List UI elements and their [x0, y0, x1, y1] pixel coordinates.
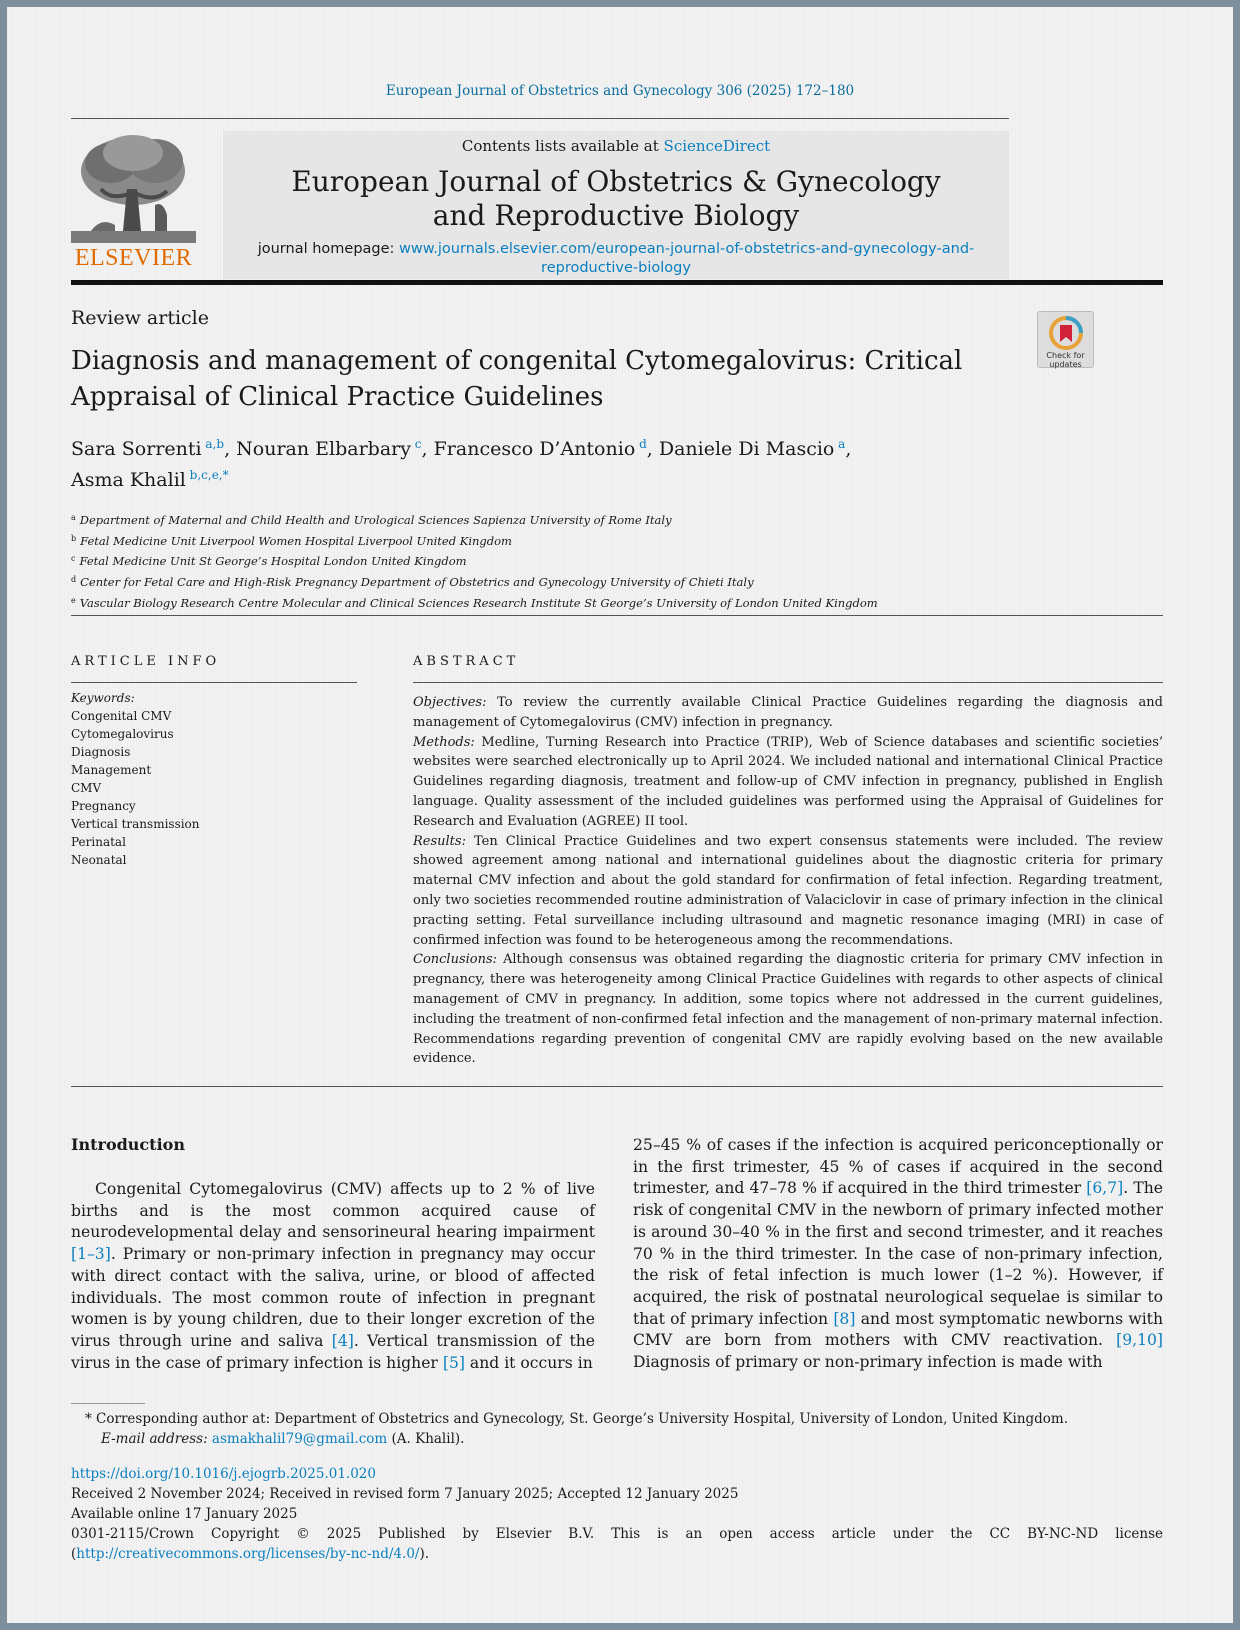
body-text: and it occurs in — [464, 1353, 593, 1372]
abstract-section — [413, 950, 1163, 1069]
license-text: 0301-2115/Crown Copyright © 2025 Published by Elsevier B.V. This is an open access article under the CC BY-NC-ND license ( — [71, 1526, 1163, 1562]
footnote-marker: * — [85, 1411, 92, 1427]
keyword-item: Cytomegalovirus — [71, 727, 174, 741]
abstract-section-text: To review the currently available Clinical Practice Guidelines regarding the diagnosis and management of Cytomegalovirus (CMV) infection in pregnancy. — [413, 695, 1163, 730]
author-name: Sara Sorrenti — [71, 438, 202, 460]
crossmark-line2: updates — [1049, 360, 1082, 369]
keyword-item: CMV — [71, 781, 102, 795]
body-text: 25–45 % of cases if the infection is acquired periconceptionally or in the first trimester, 45 % of cases if acquired in the second trimester, and 47–78 % if acquired in the third trimester — [633, 1136, 1163, 1198]
crossmark-label — [1038, 351, 1093, 369]
introduction-heading: Introduction — [71, 1135, 185, 1154]
affiliation-text: Center for Fetal Care and High-Risk Pregnancy Department of Obstetrics and Gynecology University of Chieti Italy — [80, 575, 754, 590]
author-affiliation-marker[interactable]: a — [838, 437, 846, 451]
keyword-item: Vertical transmission — [71, 817, 200, 831]
affiliation-item — [71, 509, 1163, 530]
abstract-section-text: Ten Clinical Practice Guidelines and two expert consensus statements were included. The review showed agreement among national and international guidelines about the diagnostic criteria for primary maternal CMV infection and about the gold standard for confirmation of fetal infection. Regarding treatment, only two societies recommended routine administration of Valaciclovir in case of primary infection in the clinical practing setting. Fetal surveillance including ultrasound and magnetic resonance imaging (MRI) in case of confirmed infection was found to be heterogeneous among the recommendations. — [413, 833, 1163, 948]
affiliation-key: a — [71, 513, 76, 522]
license-close: ). — [419, 1546, 430, 1562]
body-text: Congenital Cytomegalovirus (CMV) affects up to 2 % of live births and is the most common acquired cause of neurodevelopmental delay and sensorineural hearing impairment — [71, 1180, 595, 1242]
abstract-section — [413, 733, 1163, 832]
article-title: Diagnosis and management of congenital Cytomegalovirus: Critical Appraisal of Clinical Practice Guidelines — [71, 346, 963, 412]
author-separator: , — [421, 438, 434, 460]
email-link[interactable]: asmakhalil79@gmail.com — [211, 1431, 388, 1447]
elsevier-logo — [71, 131, 196, 276]
abstract-rule — [413, 682, 1163, 683]
contents-line — [223, 137, 1009, 155]
abstract-body — [413, 693, 1163, 1069]
body-text: . Vertical transmission of the virus in the case of primary infection is higher — [71, 1331, 595, 1372]
abstract-section-text: Although consensus was obtained regarding the diagnostic criteria for primary CMV infection in pregnancy, there was heterogeneity among Clinical Practice Guidelines with regards to other aspects of clinical management of CMV in pregnancy. In addition, some topics where not addressed in the current guidelines, including the treatment of non-confirmed fetal infection and the management of non-primary maternal infection. Recommendations regarding prevention of congenital CMV are rapidly evolving based on the new available evidence. — [413, 952, 1163, 1067]
homepage-prefix: journal homepage: — [257, 241, 400, 257]
section-rule — [71, 1086, 1163, 1087]
affiliation-item — [71, 530, 1163, 551]
body-text: and most symptomatic newborns with CMV are born from mothers with CMV reactivation. — [633, 1309, 1163, 1350]
elsevier-wordmark: ELSEVIER — [74, 245, 193, 271]
author-name: Asma Khalil — [71, 469, 186, 491]
keyword-item: Congenital CMV — [71, 709, 172, 723]
intro-paragraph-right — [633, 1135, 1163, 1374]
corresponding-author-footnote — [85, 1409, 1165, 1449]
body-text: Diagnosis of primary or non-primary infection is made with — [633, 1353, 1103, 1372]
article-info-rule — [71, 682, 357, 683]
footnote-rule — [71, 1403, 145, 1404]
running-head: European Journal of Obstetrics and Gynecology 306 (2025) 172–180 — [385, 83, 855, 99]
intro-paragraph-left — [71, 1179, 595, 1374]
license-link[interactable]: http://creativecommons.org/licenses/by-nc-nd/4.0/ — [76, 1546, 420, 1562]
publication-info — [71, 1464, 1163, 1564]
author-name: Nouran Elbarbary — [236, 438, 411, 460]
check-for-updates-button[interactable] — [1037, 311, 1094, 368]
affiliation-item — [71, 550, 1163, 571]
author-separator: , — [845, 438, 852, 460]
keyword-item: Diagnosis — [71, 745, 131, 759]
footnote-text: Corresponding author at: Department of Obstetrics and Gynecology, St. George’s University Hospital, University of London, United Kingdom. — [96, 1411, 1069, 1427]
citation-link[interactable]: [1–3] — [71, 1245, 111, 1264]
article-info-heading: ARTICLE INFO — [71, 654, 221, 669]
affiliation-text: Fetal Medicine Unit Liverpool Women Hospital Liverpool United Kingdom — [80, 533, 512, 548]
author-affiliation-marker[interactable]: a,b — [205, 437, 225, 451]
journal-homepage — [223, 240, 1009, 278]
affiliation-text: Department of Maternal and Child Health and Urological Sciences Sapienza University of Rome Italy — [79, 513, 672, 527]
citation-link[interactable]: [5] — [442, 1353, 465, 1372]
citation-link[interactable]: [4] — [331, 1331, 354, 1350]
citation-link[interactable]: [8] — [833, 1309, 856, 1328]
citation-link[interactable]: [6,7] — [1086, 1179, 1124, 1198]
affiliation-item — [71, 592, 1163, 613]
journal-name: European Journal of Obstetrics & Gynecology and Reproductive Biology — [291, 165, 941, 232]
article-page — [7, 7, 1233, 1623]
email-suffix: (A. Khalil). — [387, 1431, 465, 1447]
body-text: . The risk of congenital CMV in the newborn of primary infected mother is around 30–40 % in the first and second trimester, and it reaches 70 % in the third trimester. In the case of non-primary infection, the risk of fetal infection is much lower (1–2 %). However, if acquired, the risk of postnatal neurological sequelae is similar to that of primary infection — [633, 1179, 1163, 1328]
available-online: Available online 17 January 2025 — [71, 1506, 298, 1522]
section-rule — [71, 615, 1163, 616]
abstract-section-label: Conclusions: — [413, 952, 498, 968]
body-text: . Primary or non-primary infection in pregnancy may occur with direct contact with the saliva, urine, or blood of affected individuals. The most common route of infection in pregnant women is by young children, due to their longer excretion of the virus through urine and saliva — [71, 1245, 595, 1350]
masthead-rule — [71, 280, 1163, 285]
author-separator: , — [224, 438, 237, 460]
abstract-section — [413, 693, 1163, 733]
affiliation-key: e — [71, 595, 76, 605]
sciencedirect-link[interactable]: ScienceDirect — [663, 137, 771, 155]
author-name: Daniele Di Mascio — [658, 438, 835, 460]
top-rule — [71, 118, 1009, 119]
affiliation-key: b — [71, 533, 77, 543]
author-affiliation-marker[interactable]: b,c,e,* — [189, 468, 229, 482]
abstract-section-label: Results: — [413, 833, 466, 849]
abstract-section-label: Objectives: — [413, 695, 487, 710]
keyword-item: Management — [71, 763, 152, 777]
email-label: E-mail address: — [101, 1431, 208, 1447]
license-statement — [71, 1524, 1163, 1564]
doi-link[interactable]: https://doi.org/10.1016/j.ejogrb.2025.01.020 — [71, 1466, 376, 1482]
keyword-item: Pregnancy — [71, 799, 136, 813]
abstract-section — [413, 832, 1163, 951]
received-dates: Received 2 November 2024; Received in revised form 7 January 2025; Accepted 12 January 2025 — [71, 1486, 739, 1502]
author-affiliation-marker[interactable]: c — [414, 437, 422, 451]
abstract-section-label: Methods: — [413, 734, 475, 750]
tree-logo-icon — [71, 131, 196, 243]
article-type: Review article — [71, 307, 209, 329]
keywords-block — [71, 689, 357, 869]
affiliation-text: Vascular Biology Research Centre Molecular and Clinical Sciences Research Institute St George’s University of London United Kingdom — [79, 595, 878, 610]
abstract-section-text: Medline, Turning Research into Practice (TRIP), Web of Science databases and scientific societies’ websites were searched electronically up to April 2024. We included national and international Clinical Practice Guidelines regarding diagnosis, treatment and follow-up of CMV infection in pregnancy, published in English language. Quality assessment of the included guidelines was performed using the Appraisal of Guidelines for Research and Evaluation (AGREE) II tool. — [413, 734, 1163, 829]
author-separator: , — [646, 438, 659, 460]
author-affiliation-marker[interactable]: d — [639, 437, 647, 451]
affiliation-item — [71, 571, 1163, 592]
keyword-item: Perinatal — [71, 835, 126, 849]
keywords-label: Keywords: — [71, 691, 135, 705]
author-list — [71, 431, 971, 493]
affiliation-list — [71, 509, 1163, 613]
homepage-link-line2[interactable]: reproductive-biology — [541, 260, 691, 276]
affiliation-key: d — [71, 575, 77, 585]
journal-masthead — [223, 131, 1009, 279]
abstract-heading: ABSTRACT — [413, 654, 520, 669]
contents-prefix: Contents lists available at — [461, 137, 664, 155]
citation-link[interactable]: [9,10] — [1116, 1331, 1163, 1350]
keyword-item: Neonatal — [71, 853, 127, 867]
homepage-link-line1[interactable]: www.journals.elsevier.com/european-journal-of-obstetrics-and-gynecology-and- — [399, 241, 975, 257]
affiliation-key: c — [71, 554, 76, 564]
crossmark-icon — [1049, 316, 1083, 350]
author-name: Francesco D’Antonio — [433, 438, 636, 460]
affiliation-text: Fetal Medicine Unit St George’s Hospital London United Kingdom — [79, 554, 467, 569]
crossmark-line1: Check for — [1046, 351, 1085, 360]
